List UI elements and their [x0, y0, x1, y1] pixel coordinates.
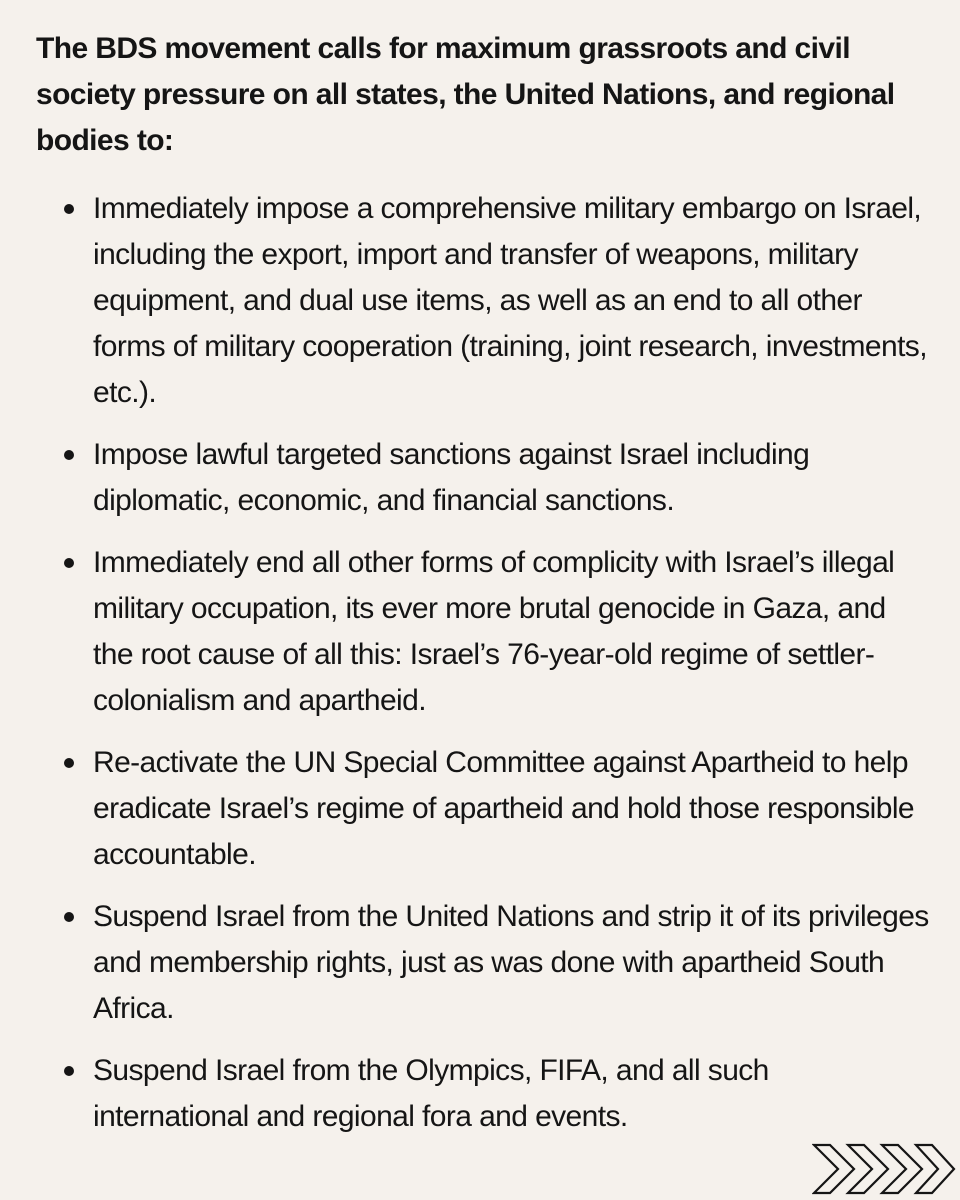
list-item — [0, 432, 960, 524]
bullet-icon — [64, 450, 74, 460]
bullet-icon — [64, 558, 74, 568]
demand-text: Immediately end all other forms of complicity with Israel’s illegal military occupation, its ever more brutal genocide in Gaza, and the root cause of all this: Israel’s 76-year-old regime of settler-colonialism and apartheid. — [93, 546, 895, 717]
list-item — [0, 1048, 960, 1140]
demand-text: Re-activate the UN Special Committee against Apartheid to help eradicate Israel’s regime of apartheid and hold those responsible accountable. — [93, 746, 914, 871]
list-item — [0, 186, 960, 416]
bullet-icon — [64, 204, 74, 214]
bullet-icon — [64, 758, 74, 768]
list-item — [0, 894, 960, 1032]
demand-text: Impose lawful targeted sanctions against Israel including diplomatic, economic, and financial sanctions. — [93, 438, 810, 517]
demand-text: Immediately impose a comprehensive military embargo on Israel, including the export, import and transfer of weapons, military equipment, and dual use items, as well as an end to all other forms of military cooperation (training, joint research, investments, etc.). — [93, 192, 927, 409]
list-item — [0, 540, 960, 724]
demand-text: Suspend Israel from the Olympics, FIFA, and all such international and regional fora and events. — [93, 1054, 769, 1133]
bullet-icon — [64, 912, 74, 922]
chevrons-right-icon[interactable] — [812, 1142, 956, 1196]
bullet-icon — [64, 1066, 74, 1076]
demands-list — [0, 186, 960, 1156]
intro-heading: The BDS movement calls for maximum grassroots and civil society pressure on all states, the United Nations, and regional bodies to: — [36, 32, 895, 157]
list-item — [0, 740, 960, 878]
demand-text: Suspend Israel from the United Nations and strip it of its privileges and membership rights, just as was done with apartheid South Africa. — [93, 900, 929, 1025]
